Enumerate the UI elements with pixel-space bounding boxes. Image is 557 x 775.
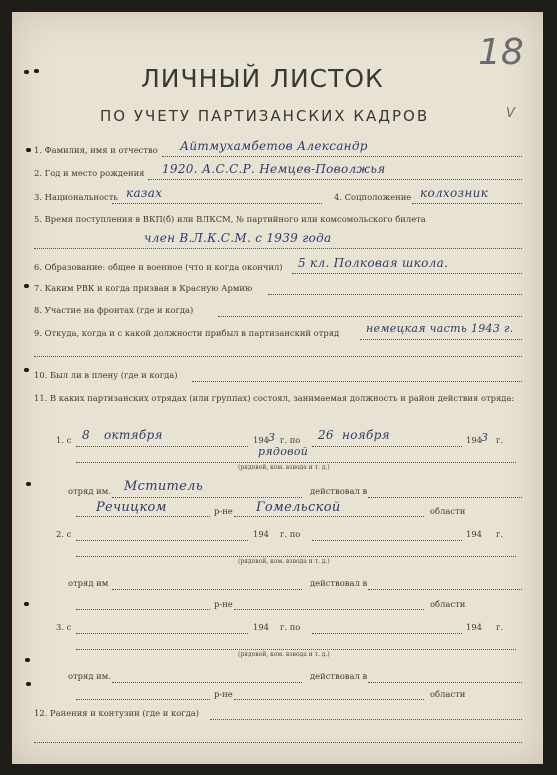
field-2-label: 2. Год и место рождения bbox=[34, 168, 145, 178]
service-3-date-line bbox=[76, 633, 248, 634]
service-2-oblasti-label: области bbox=[430, 599, 466, 609]
service-1-otryad-value: Мститель bbox=[124, 479, 204, 494]
service-1-area-1: Речицком bbox=[96, 500, 167, 515]
service-1-number: 1. с bbox=[56, 435, 72, 445]
field-9-value: немецкая часть 1943 г. bbox=[366, 322, 514, 335]
field-3-value: казах bbox=[126, 186, 163, 200]
service-1-g: г. bbox=[496, 435, 504, 445]
field-1-label: 1. Фамилия, имя и отчество bbox=[34, 145, 158, 155]
service-3-oblasti-label: области bbox=[430, 689, 466, 699]
service-2-from-year-prefix: 194 bbox=[253, 529, 269, 539]
service-1-area-line-2 bbox=[234, 516, 424, 517]
field-6-label: 6. Образование: общее и военное (что и когда окончил) bbox=[34, 262, 283, 272]
field-10-label: 10. Был ли в плену (где и когда) bbox=[34, 370, 178, 380]
service-2-position-caption: (рядовой, ком. взвода и т. д.) bbox=[238, 558, 330, 565]
service-3-g: г. bbox=[496, 622, 504, 632]
service-2-position-line bbox=[76, 556, 516, 557]
service-2-deistvoval-line bbox=[368, 589, 522, 590]
service-2-area-line-2 bbox=[234, 609, 424, 610]
service-1-to-day: 26 bbox=[318, 428, 334, 442]
service-3-from-year-prefix: 194 bbox=[253, 622, 269, 632]
binding-mark bbox=[34, 69, 39, 73]
field-1-line bbox=[162, 156, 522, 157]
service-3-position-line bbox=[76, 649, 516, 650]
service-3-to-year-prefix: 194 bbox=[466, 622, 482, 632]
service-3-deistvoval-line bbox=[368, 682, 522, 683]
service-2-rne-label: р-не bbox=[214, 599, 233, 609]
service-3-area-line-2 bbox=[234, 699, 424, 700]
service-1-position-caption: (рядовой, ком. взвода и т. д.) bbox=[238, 464, 330, 471]
field-1-value: Айтмухамбетов Александр bbox=[180, 139, 368, 153]
service-1-date-line bbox=[76, 446, 248, 447]
service-3-position-caption: (рядовой, ком. взвода и т. д.) bbox=[238, 651, 330, 658]
field-6-line bbox=[292, 273, 522, 274]
binding-mark bbox=[24, 284, 29, 288]
field-9-line bbox=[360, 339, 522, 340]
service-1-g-po: г. по bbox=[280, 435, 301, 445]
field-12-line bbox=[210, 719, 522, 720]
service-1-deistvoval-line bbox=[368, 497, 522, 498]
service-1-deistvoval-label: действовал в bbox=[310, 486, 368, 496]
binding-mark bbox=[26, 482, 31, 486]
service-1-to-year-prefix: 194 bbox=[466, 435, 482, 445]
field-6-value: 5 кл. Полковая школа. bbox=[298, 256, 449, 270]
field-12-line-2 bbox=[34, 742, 522, 743]
service-1-date-line-2 bbox=[312, 446, 462, 447]
service-1-from-year-digit: 3 bbox=[268, 431, 276, 444]
field-8-line bbox=[218, 316, 522, 317]
field-10-line bbox=[192, 381, 522, 382]
binding-mark bbox=[24, 70, 29, 74]
service-2-g-po: г. по bbox=[280, 529, 301, 539]
service-1-from-day: 8 bbox=[82, 428, 90, 442]
corner-number: 18 bbox=[478, 32, 524, 73]
field-4-line bbox=[412, 203, 522, 204]
service-1-from-year-prefix: 194 bbox=[253, 435, 269, 445]
service-3-area-line bbox=[76, 699, 210, 700]
field-3-line bbox=[112, 203, 322, 204]
service-3-rne-label: р-не bbox=[214, 689, 233, 699]
service-1-position: рядовой bbox=[258, 445, 309, 458]
service-3-number: 3. с bbox=[56, 622, 72, 632]
binding-mark bbox=[26, 682, 31, 686]
service-2-g: г. bbox=[496, 529, 504, 539]
service-1-rne-label: р-не bbox=[214, 506, 233, 516]
page-title: ЛИЧНЫЙ ЛИСТОК bbox=[141, 64, 384, 93]
service-2-to-year-prefix: 194 bbox=[466, 529, 482, 539]
field-7-line bbox=[268, 294, 522, 295]
field-11-label: 11. В каких партизанских отрядах (или группах) состоял, занимаемая должность и район действия отряда: bbox=[34, 393, 515, 403]
field-4-value: колхозник bbox=[420, 186, 489, 200]
binding-mark bbox=[24, 368, 29, 372]
service-2-area-line bbox=[76, 609, 210, 610]
corner-check: V bbox=[506, 106, 515, 121]
field-12-label: 12. Ранения и контузии (где и когда) bbox=[34, 708, 200, 718]
service-2-date-line-2 bbox=[312, 540, 462, 541]
service-2-date-line bbox=[76, 540, 248, 541]
field-5-value: член В.Л.К.С.М. с 1939 года bbox=[144, 231, 332, 245]
field-9-line-2 bbox=[34, 356, 522, 357]
service-2-deistvoval-label: действовал в bbox=[310, 578, 368, 588]
page-subtitle: ПО УЧЕТУ ПАРТИЗАНСКИХ КАДРОВ bbox=[100, 107, 430, 125]
service-3-deistvoval-label: действовал в bbox=[310, 671, 368, 681]
field-3-label: 3. Национальность bbox=[34, 192, 118, 202]
binding-mark bbox=[26, 148, 31, 152]
binding-mark bbox=[24, 602, 29, 606]
service-1-otryad-line bbox=[112, 497, 302, 498]
binding-mark bbox=[25, 658, 30, 662]
service-1-area-2: Гомельской bbox=[256, 500, 341, 515]
field-9-label: 9. Откуда, когда и с какой должности прибыл в партизанский отряд bbox=[34, 328, 340, 338]
service-2-otryad-label: отряд им bbox=[68, 578, 109, 588]
field-8-label: 8. Участие на фронтах (где и когда) bbox=[34, 305, 194, 315]
document-sheet bbox=[12, 12, 543, 764]
field-2-value: 1920. А.С.С.Р. Немцев-Поволжья bbox=[162, 162, 386, 176]
service-1-position-line bbox=[76, 462, 516, 463]
service-1-to-year-digit: 3 bbox=[481, 431, 489, 444]
service-1-oblasti-label: области bbox=[430, 506, 466, 516]
field-2-line bbox=[148, 179, 522, 180]
service-3-otryad-label: отряд им. bbox=[68, 671, 111, 681]
service-1-from-month: октября bbox=[104, 428, 163, 442]
field-7-label: 7. Каким РВК и когда призван в Красную Армию bbox=[34, 283, 253, 293]
service-2-otryad-line bbox=[112, 589, 302, 590]
field-4-label: 4. Соцположение bbox=[334, 192, 412, 202]
service-2-number: 2. с bbox=[56, 529, 72, 539]
service-3-g-po: г. по bbox=[280, 622, 301, 632]
field-5-line bbox=[34, 248, 522, 249]
service-3-date-line-2 bbox=[312, 633, 462, 634]
service-1-to-month: ноября bbox=[342, 428, 390, 442]
service-1-area-line bbox=[76, 516, 210, 517]
service-3-otryad-line bbox=[112, 682, 302, 683]
service-1-otryad-label: отряд им. bbox=[68, 486, 111, 496]
field-5-label: 5. Время поступления в ВКП(б) или ВЛКСМ, № партийного или комсомольского билета bbox=[34, 214, 426, 224]
